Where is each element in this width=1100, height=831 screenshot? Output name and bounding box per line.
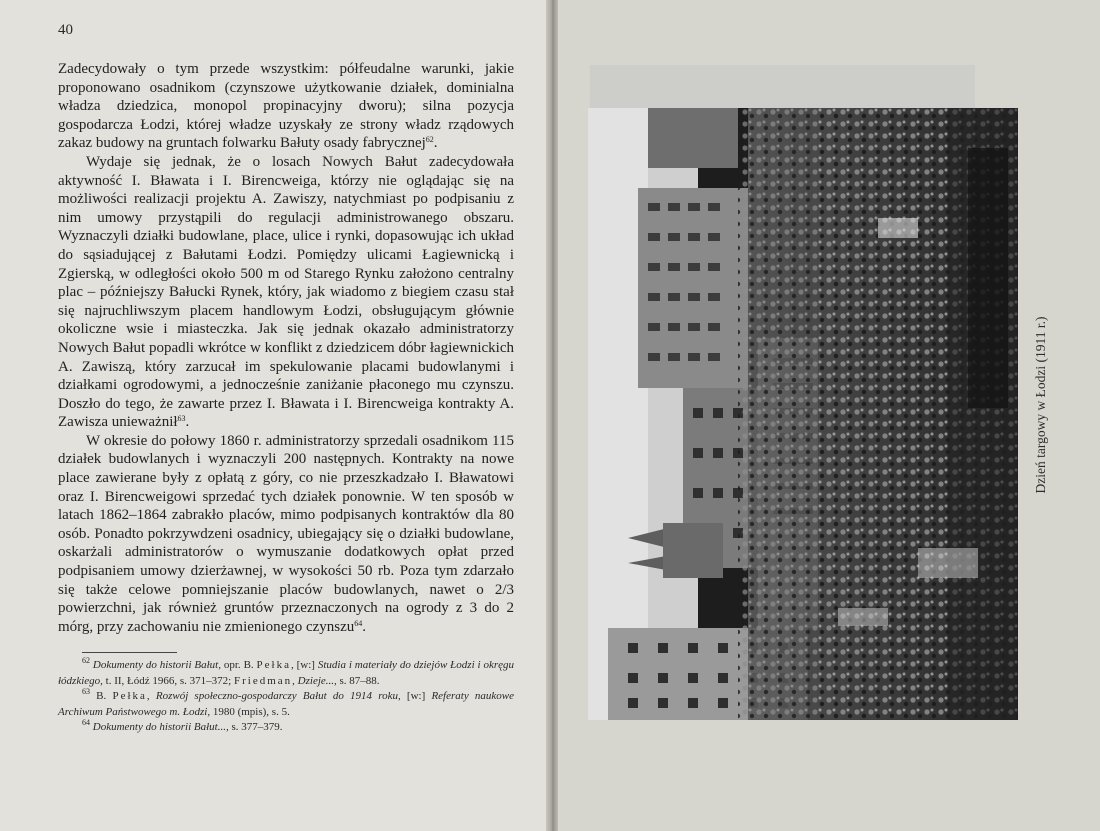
photo-illustration <box>588 108 1018 720</box>
footnote-63: $^{63}$ B. Pełka, Rozwój społeczno-gospodarczy Bałut do 1914 roku, [w:] Referaty naukowe Archiwum Państwowego m. Łodzi, 1980 (mpis), s. 5. <box>58 687 514 718</box>
book-spine <box>546 0 558 831</box>
paragraph-3: W okresie do połowy 1860 r. administratorzy sprzedali osadnikom 115 działek budowlanych i wyznaczyli 200 następnych. Kontrakty na nowe place zawierane były z opłatą z góry, co nie przeszkadzało I. Bławatowi oraz I. Birencweigowi sprzedać tych działek ponownie. W ten sposób w latach 1862–1864 zabrakło placów, mimo podpisanych kontraktów dla 80 osób. Ponadto pokrzywdzeni osadnicy, ubiegający się o działki budowlane, oskarżali administratorów o wymuszanie dodatkowych opłat przed podpisaniem umowy dzierżawnej, w wysokości 50 rb. Poza tym zdarzało się także celowe pomniejszanie placów budowlanych, nawet o 2/3 powierzchni, jak również gruntów przeznaczonych na ogrody z 3 do 2 mórg, przy zachowaniu nie zmienionego czynszu$^{64}$. <box>58 432 514 635</box>
paragraph-2: Wydaje się jednak, że o losach Nowych Bałut zadecydowała aktywność I. Bławata i I. Birencweiga, którzy nie oglądając się na możliwości realizacji projektu A. Zawiszy, natychmiast po podpisaniu z nim umowy przystąpili do regulacji administrowanego obszaru. Wyznaczyli działki budowlane, place, ulice i rynki, dopasowując ich układ do sąsiadującej z Bałutami Łodzi. Pomiędzy ulicami Łagiewnicką i Zgierską, w odległości około 500 m od Starego Rynku założono centralny plac – późniejszy Bałucki Rynek, który, jak wiadomo z biegiem czasu stał się najruchliwszym placem handlowym Łodzi, obsługującym głównie okoliczne wsie i miasteczka. Jak się jednak okazało administratorzy Nowych Bałut popadli wkrótce w konflikt z dziedzicem dóbr łagiewnickich A. Zawiszą, który zarzucał im spekulowanie placami budowlanymi i działkami ogrodowymi, a jednocześnie zaniżanie płaconego mu czynszu. Doszło do tego, że zawarte przez I. Bławata i I. Birencweiga kontrakty A. Zawisza unieważnił$^{63}$. <box>58 153 514 431</box>
paper-stain <box>590 65 975 109</box>
paragraph-1: Zadecydowały o tym przede wszystkim: półfeudalne warunki, jakie proponowano osadnikom (czynszowe użytkowanie działek, dominialna władza dziedzica, monopol propinacyjny dworu); silna pozycja gospodarcza Łodzi, której władze uzyskały ze strony władz rządowych zakaz budowy na gruntach folwarku Bałuty osady fabrycznej$^{62}$. <box>58 61 514 152</box>
body-text <box>58 60 514 636</box>
photo-caption: Dzień targowy w Łodzi (1911 r.) <box>1033 316 1048 493</box>
footnote-ref-64[interactable]: 64 <box>354 618 363 628</box>
market-day-photo <box>588 108 1018 720</box>
footnote-ref-63[interactable]: 63 <box>177 414 186 424</box>
page-number: 40 <box>58 22 73 38</box>
footnote-divider <box>82 652 177 653</box>
footnotes <box>58 658 514 736</box>
footnote-ref-62[interactable]: 62 <box>425 135 434 145</box>
footnote-64: $^{64}$ Dokumenty do historii Bałut..., s. 377–379. <box>82 718 283 734</box>
left-page <box>0 0 548 831</box>
footnote-62: $^{62}$ Dokumenty do historii Bałut, opr. B. Pełka, [w:] Studia i materiały do dziejów Łodzi i okręgu łódzkiego, t. II, Łódź 1966, s. 371–372; Friedman, Dzieje..., s. 87–88. <box>58 656 515 687</box>
